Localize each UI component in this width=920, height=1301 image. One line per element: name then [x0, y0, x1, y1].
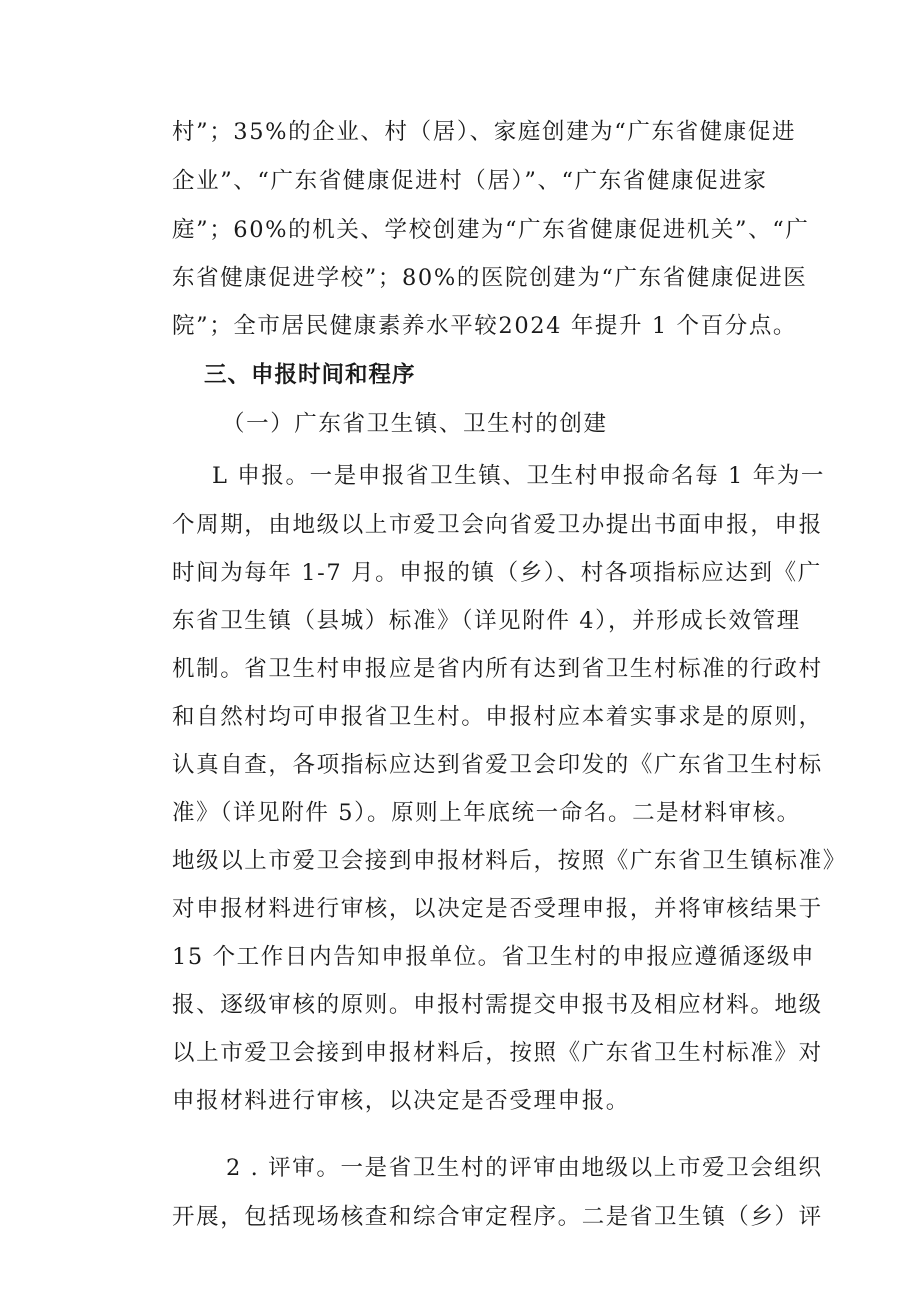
- text-line: 个周期，由地级以上市爱卫会向省爱卫办提出书面申报，申报: [172, 512, 823, 538]
- subsection-heading: （一）广东省卫生镇、卫生村的创建: [222, 411, 608, 437]
- text-line: 认真自查，各项指标应达到省爱卫会印发的《广东省卫生村标: [172, 752, 823, 778]
- text-line: 村”；35%的企业、村（居）、家庭创建为“广东省健康促进: [172, 119, 797, 145]
- text-line: 对申报材料进行审核，以决定是否受理申报，并将审核结果于: [172, 896, 823, 922]
- text-line: 东省健康促进学校”；80%的医院创建为“广东省健康促进医: [172, 265, 808, 291]
- text-line: 申报材料进行审核，以决定是否受理申报。: [172, 1088, 630, 1114]
- text-line: 15 个工作日内告知申报单位。省卫生村的申报应遵循逐级申: [172, 944, 816, 970]
- text-line: L 申报。一是申报省卫生镇、卫生村申报命名每 1 年为一: [212, 463, 826, 489]
- text-line: 院”；全市居民健康素养水平较2024 年提升 1 个百分点。: [172, 313, 798, 339]
- text-line: 企业”、“广东省健康促进村（居）”、“广东省健康促进家: [172, 168, 768, 194]
- text-line: 时间为每年 1-7 月。申报的镇（乡）、村各项指标应达到《广: [172, 560, 822, 586]
- text-line: 东省卫生镇（县城）标准》（详见附件 4），并形成长效管理: [172, 608, 801, 634]
- text-line: 地级以上市爱卫会接到申报材料后，按照《广东省卫生镇标准》: [172, 848, 847, 874]
- text-line: 准》（详见附件 5）。原则上年底统一命名。二是材料审核。: [172, 800, 801, 826]
- text-line: 庭”；60%的机关、学校创建为“广东省健康促进机关”、“广: [172, 217, 810, 243]
- text-line: 以上市爱卫会接到申报材料后，按照《广东省卫生村标准》对: [172, 1040, 823, 1066]
- text-line: 开展，包括现场核查和综合审定程序。二是省卫生镇（乡）评: [172, 1204, 823, 1230]
- text-line: 2 . 评审。一是省卫生村的评审由地级以上市爱卫会组织: [226, 1155, 823, 1181]
- section-heading: 三、申报时间和程序: [204, 362, 416, 388]
- text-line: 机制。省卫生村申报应是省内所有达到省卫生村标准的行政村: [172, 656, 823, 682]
- text-line: 和自然村均可申报省卫生村。申报村应本着实事求是的原则，: [172, 704, 823, 730]
- text-line: 报、逐级审核的原则。申报村需提交申报书及相应材料。地级: [172, 992, 823, 1018]
